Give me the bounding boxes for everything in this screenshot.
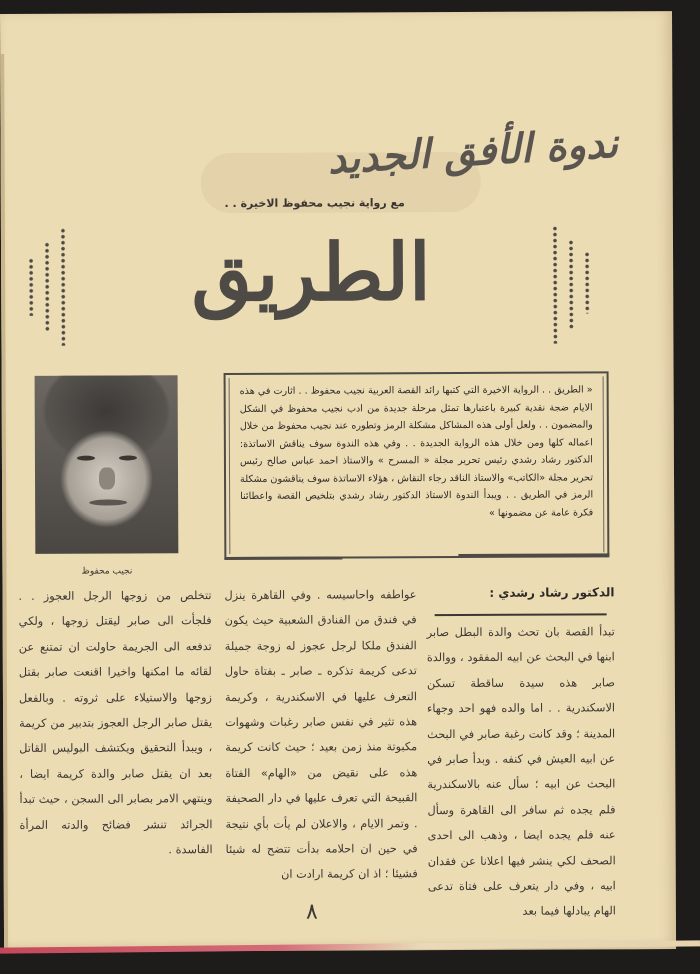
intro-text — [240, 381, 594, 523]
photo-eye — [77, 456, 95, 461]
ornament-left-2 — [45, 242, 49, 332]
subtitle: مع رواية نجيب محفوظ الاخيرة . . — [224, 196, 405, 211]
article-column-2 — [224, 582, 417, 888]
column-1-text: تبدأ القصة بان تحث والدة البطل صابر ابنها في البحث عن ابيه المفقود ، ووالدة صابر هذه سيدة ساقطة تسكن الاسكندرية . . اما والده فهو احد وجهاء المدينة ؛ وقد كانت رغبة صابر في البحث عن ابيه العيش في كنفه . وبدأ صابر في البحث عن ابيه ؛ سأل عنه بالاسكندرية فلم يجده ثم سافر الى القاهرة وسأل عنه فلم يجده ايضا ، وذهب الى احدى الصحف لكي ينشر فيها اعلانا عن فقدان ابيه ، وفي دار يتعرف على فتاة تدعى الهام يبادلها فيما بعد — [426, 625, 616, 919]
photo-eye — [119, 455, 137, 460]
article-title: الطريق — [191, 227, 431, 320]
ornament-right-2 — [569, 240, 573, 330]
speaker-underline — [435, 613, 607, 616]
article-column-1 — [427, 619, 616, 925]
page-number: ٨ — [305, 899, 318, 925]
magazine-page — [0, 11, 676, 952]
ornament-left-3 — [61, 228, 66, 346]
intro-paragraph: « الطريق . . الرواية الاخيرة التي كتبها رائد القصة العربية نجيب محفوظ . . اثارت في هذه الايام ضجة نقدية كبيرة باعتبارها تمثل مرحلة جديدة من ادب نجيب محفوظ في الشكل والمضمون . . ولعل أولى هذه المشاكل مشكلة الرمز وتطوره عند نجيب محفوظ من خلال اعماله كلها ومن خلال هذه الرواية الجديدة . . وفي هذه الندوة سوف يناقش الاساتذة: الدكتور رشاد رشدي رئيس تحرير مجلة « المسرح » والاستاذ احمد عباس صالح رئيس تحرير مجلة «الكاتب» والاستاذ الناقد رجاء النقاش ، هؤلاء الاساتذة سوف يناقشون مشكلة الرمز في الطريق . . ويبدأ الندوة الاستاذ الدكتور رشاد رشدي بتلخيص القصة واعطائنا فكرة عامة عن مضمونها » — [239, 384, 594, 519]
column-2-text: عواطفه واحاسيسه . وفي القاهرة ينزل في فندق من الفنادق الشعبية حيث يكون الفندق ملكا لرجل عجوز له زوجة جميلة تدعى كريمة تذكره ـ صابر ـ بفتاة حاول التعرف عليها في الاسكندرية ، وكريمة هذه تثير في نفس صابر رغبات وشهوات مكبوتة منذ زمن بعيد ؛ حيث كانت كريمة هذه على نقيض من «الهام» الفتاة القبيحة التي تعرف عليها في دار الصحيفة . وتمر الايام ، والاعلان لم يأت بأي نتيجة في حين ان احلامه بدأت تتضح له شيئا فشيئا ؛ اذ ان كريمة ارادت ان — [224, 588, 418, 882]
ornament-right-1 — [553, 226, 558, 344]
photo-mouth — [89, 499, 127, 505]
column-3-text: تتخلص من زوجها الرجل العجوز . . فلجأت الى صابر ليقتل زوجها ، ولكي تدفعه الى الجريمة حاولت ان تمتنع عن لقائه ما امكنها واخيرا اقنعت صابر بقتل زوجها والاستيلاء على ثروته . وبالفعل يقتل صابر الرجل العجوز بتدبير من كريمة ، ويبدأ التحقيق ويكتشف البوليس القاتل بعد ان يقتل صابر والدة كريمة ايضا ، وينتهي الامر بصابر الى السجن ، حيث تبدأ الجرائد تنشر فضائح والدته المرأة الفاسدة . — [18, 589, 213, 857]
page-edge — [0, 54, 8, 952]
intro-box — [224, 371, 610, 559]
ornament-right-3 — [585, 251, 589, 313]
article-column-3 — [18, 583, 212, 863]
photo-nose — [99, 468, 115, 490]
author-photo — [35, 375, 179, 554]
series-title: ندوة الأفق الجديد — [326, 119, 619, 184]
ornament-left-1 — [29, 258, 33, 316]
photo-caption: نجيب محفوظ — [81, 566, 133, 577]
divider-rule — [224, 557, 342, 561]
speaker-heading: الدكتور رشاد رشدي : — [489, 585, 615, 600]
